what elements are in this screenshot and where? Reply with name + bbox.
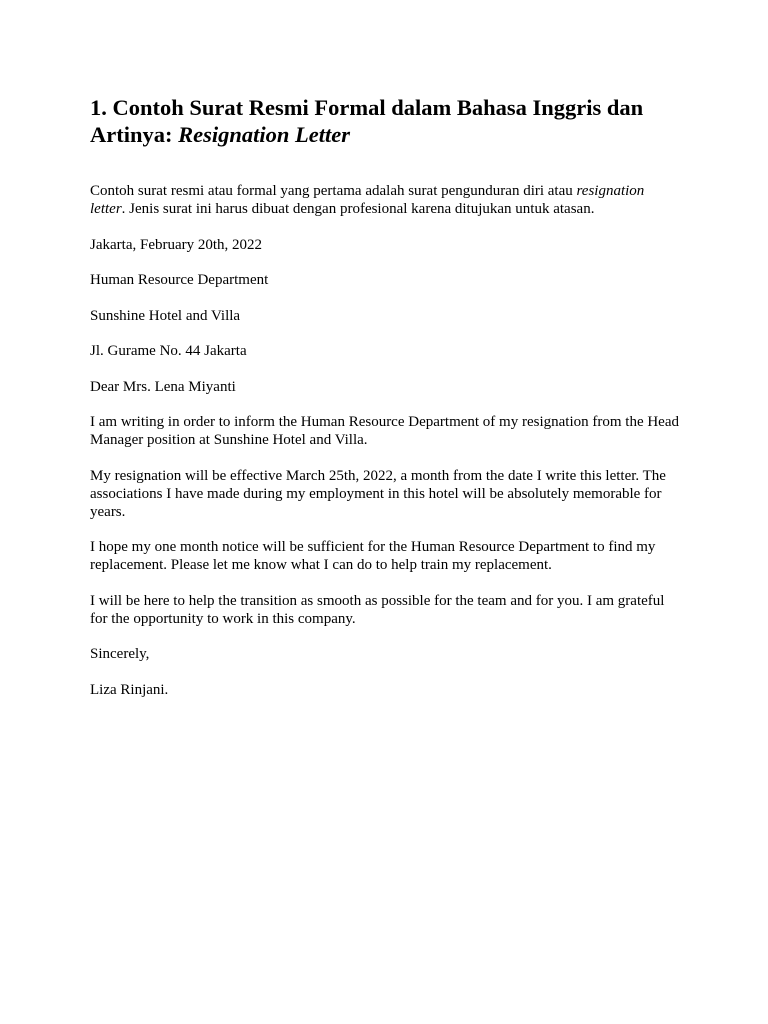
recipient-department: Human Resource Department [90,272,269,288]
letter-body-paragraph: I hope my one month notice will be sufficient for the Human Resource Department to find my replacement. Please let me know what I can do to help train my replacement. [90,539,656,573]
letter-body-paragraph: I am writing in order to inform the Human Resource Department of my resignation from the Head Manager position at Sunshine Hotel and Villa. [90,414,679,448]
heading-text: 1. Contoh Surat Resmi Formal dalam Bahasa Inggris dan Artinya: [90,95,644,147]
intro-italic-term: resignation letter [90,183,645,217]
intro-text-part1: Contoh surat resmi atau formal yang pertama adalah surat pengunduran diri atau [90,183,577,199]
document-heading [90,94,680,148]
document-page [90,94,680,716]
letter-salutation: Dear Mrs. Lena Miyanti [90,378,236,395]
letter-body-paragraph: My resignation will be effective March 25th, 2022, a month from the date I write this letter. The associations I have made during my employment in this hotel will be absolutely memorable for years. [90,467,666,520]
document-body [90,182,680,699]
letter-signature: Liza Rinjani. [90,681,169,698]
recipient-address: Jl. Gurame No. 44 Jakarta [90,343,247,359]
letter-body-paragraph: I will be here to help the transition as smooth as possible for the team and for you. I am grateful for the opportunity to work in this company. [90,592,665,627]
letter-date: Jakarta, February 20th, 2022 [90,236,263,253]
heading-italic-text: Resignation Letter [178,122,351,147]
recipient-company: Sunshine Hotel and Villa [90,307,241,324]
letter-closing: Sincerely, [90,646,150,662]
intro-text-part2: . Jenis surat ini harus dibuat dengan profesional karena ditujukan untuk atasan. [121,201,595,217]
intro-paragraph [90,182,680,218]
